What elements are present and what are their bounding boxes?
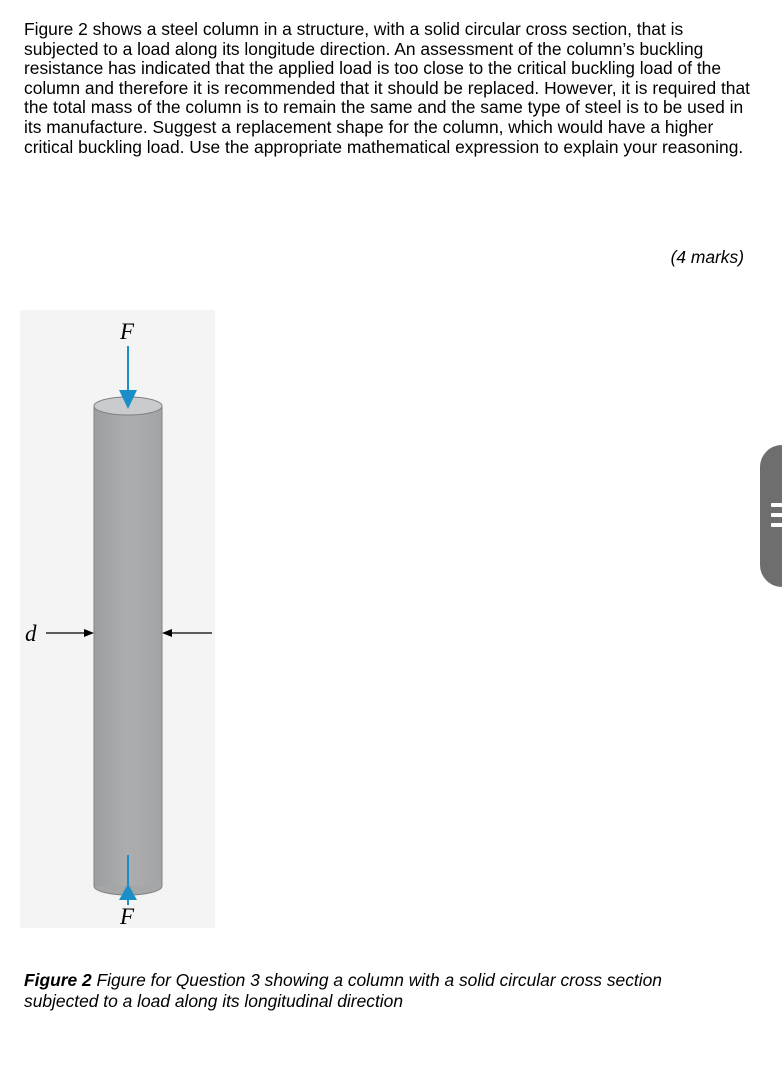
figure-caption	[24, 970, 724, 1012]
marks-label: (4 marks)	[670, 247, 744, 267]
figure-2	[0, 310, 240, 932]
diameter-label: d	[25, 621, 37, 646]
force-bottom-label: F	[120, 904, 135, 929]
force-top-label: F	[120, 319, 135, 344]
caption-text: Figure for Question 3 showing a column with a solid circular cross section subjected to a load along its longitudinal direction	[24, 970, 662, 1011]
question-text: Figure 2 shows a steel column in a structure, with a solid circular cross section, that is subjected to a load along its longitude direction. An assessment of the column’s buckling resistance has indicated that the applied load is too close to the critical buckling load of the column and therefore it is recommended that it should be replaced. However, it is required that the total mass of the column is to remain the same and the same type of steel is to be used in its manufacture. Suggest a replacement shape for the column, which would have a higher critical buckling load. Use the appropriate mathematical expression to explain your reasoning.	[24, 19, 750, 157]
caption-lead: Figure 2	[24, 970, 92, 990]
column-diagram	[0, 310, 240, 932]
column-body	[94, 406, 162, 886]
side-menu-tab[interactable]	[760, 445, 782, 587]
